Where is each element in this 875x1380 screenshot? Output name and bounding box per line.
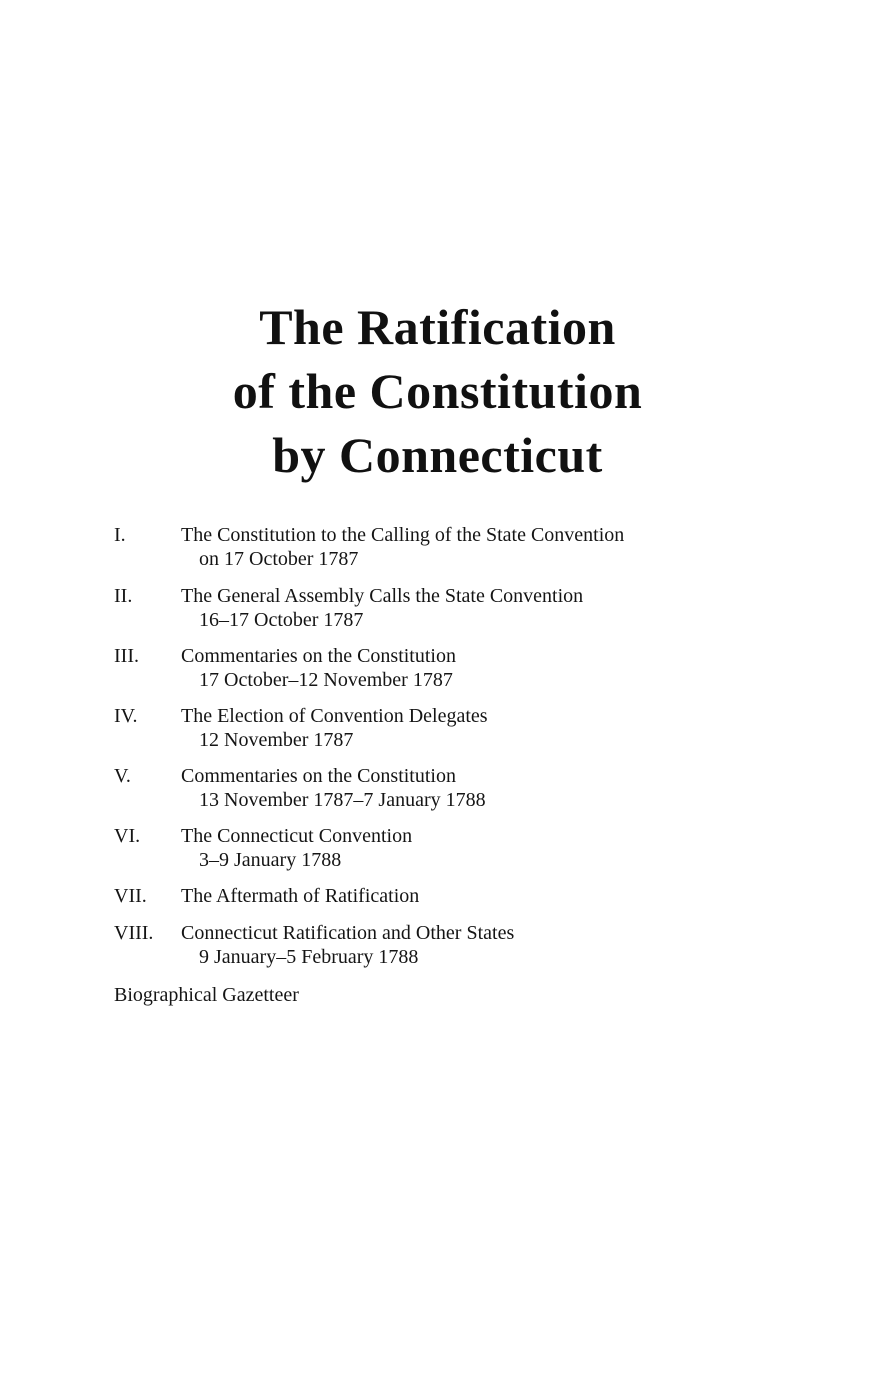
toc-entry-numeral: I. (114, 524, 126, 546)
toc-entry-title: The Election of Convention Delegates (181, 705, 488, 727)
toc-entry-date: 13 November 1787–7 January 1788 (199, 789, 486, 811)
toc-entry-numeral: IV. (114, 705, 138, 727)
toc-appendix: Biographical Gazetteer (114, 984, 299, 1006)
toc-entry-date: 16–17 October 1787 (199, 609, 364, 631)
toc-entry-numeral: V. (114, 765, 131, 787)
toc-entry-title: Connecticut Ratification and Other States (181, 922, 515, 944)
toc-entry-numeral: VI. (114, 825, 141, 847)
toc-entry-date: 17 October–12 November 1787 (199, 669, 453, 691)
toc-entry-date: 9 January–5 February 1788 (199, 946, 419, 968)
toc-entry-title: The Constitution to the Calling of the State Convention (181, 524, 625, 546)
toc-entry-date: on 17 October 1787 (199, 548, 359, 570)
toc-entry-date: 12 November 1787 (199, 729, 354, 751)
toc-entry-title: Commentaries on the Constitution (181, 765, 456, 787)
page-title-line-1: The Ratification (259, 299, 616, 355)
toc-entry-numeral: VIII. (114, 922, 154, 944)
toc-entry-numeral: III. (114, 645, 139, 667)
toc-entry-title: Commentaries on the Constitution (181, 645, 456, 667)
toc-entry-title: The General Assembly Calls the State Convention (181, 585, 584, 607)
page-title-line-3: by Connecticut (272, 427, 603, 483)
toc-entry-date: 3–9 January 1788 (199, 849, 342, 871)
page-title-line-2: of the Constitution (232, 363, 643, 419)
toc-entry-title: The Aftermath of Ratification (181, 885, 420, 907)
toc-entry-numeral: VII. (114, 885, 147, 907)
toc-entry-title: The Connecticut Convention (181, 825, 413, 847)
toc-entry-numeral: II. (114, 585, 133, 607)
